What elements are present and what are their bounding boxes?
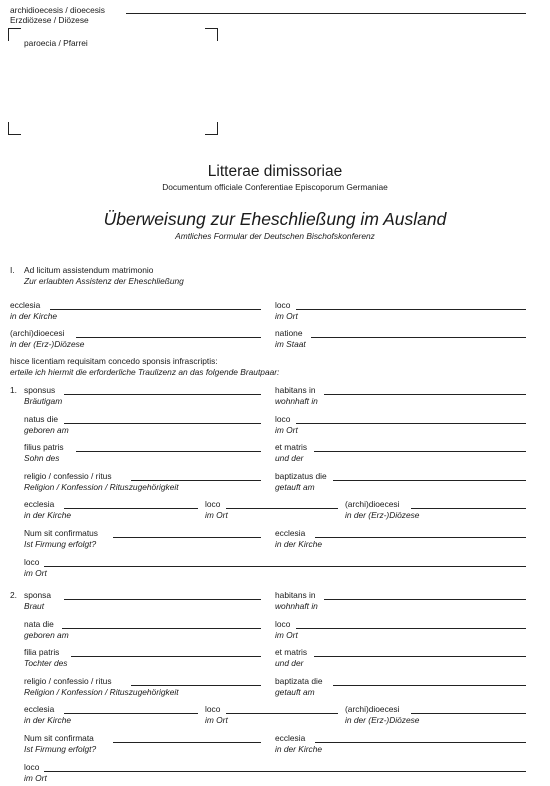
- confirmata-sublabel: Ist Firmung erfolgt?: [24, 744, 97, 754]
- bride-loco2-label: loco: [205, 704, 221, 714]
- groom-religio-sublabel: Religion / Konfession / Rituszugehörigkeit: [24, 482, 179, 492]
- baptizatus-input[interactable]: [333, 480, 526, 481]
- bride-ecclesia-sublabel: in der Kirche: [24, 715, 72, 725]
- dioecesi-label: (archi)dioecesi: [10, 328, 65, 338]
- bride-habitans-sublabel: wohnhaft in: [275, 601, 318, 611]
- corner-top-left: [8, 28, 21, 41]
- bride-matris-input[interactable]: [314, 656, 526, 657]
- baptizata-input[interactable]: [333, 685, 526, 686]
- groom-religio-label: religio / confessio / ritus: [24, 471, 112, 481]
- loco-input[interactable]: [296, 309, 526, 310]
- baptizata-sublabel: getauft am: [275, 687, 315, 697]
- bride-loco3-input[interactable]: [44, 771, 526, 772]
- groom-habitans-label: habitans in: [275, 385, 316, 395]
- filius-label: filius patris: [24, 442, 64, 452]
- groom-loco2-sublabel: im Ort: [205, 510, 228, 520]
- archdiocese-input[interactable]: [126, 13, 526, 14]
- bride-religio-input[interactable]: [131, 685, 261, 686]
- bride-ecclesia2-input[interactable]: [315, 742, 526, 743]
- bride-loco2-input[interactable]: [226, 713, 338, 714]
- groom-dioecesi-sublabel: in der (Erz-)Diözese: [345, 510, 420, 520]
- corner-bottom-left: [8, 122, 21, 135]
- confirmata-label: Num sit confirmata: [24, 733, 94, 743]
- filia-input[interactable]: [71, 656, 261, 657]
- parish-label: paroecia / Pfarrei: [24, 38, 88, 48]
- groom-ecclesia2-input[interactable]: [315, 537, 526, 538]
- section-number: I.: [10, 265, 15, 275]
- natione-label: natione: [275, 328, 303, 338]
- baptizatus-sublabel: getauft am: [275, 482, 315, 492]
- bride-habitans-input[interactable]: [324, 599, 526, 600]
- groom-dioecesi-input[interactable]: [411, 508, 526, 509]
- bride-ecclesia-label: ecclesia: [24, 704, 55, 714]
- title-latin: Litterae dimissoriae: [207, 163, 343, 180]
- loco-label: loco: [275, 300, 291, 310]
- section-heading: Ad licitum assistendum matrimonio: [24, 265, 154, 275]
- sponsa-input[interactable]: [64, 599, 261, 600]
- filius-sublabel: Sohn des: [24, 453, 60, 463]
- bride-ecclesia-input[interactable]: [64, 713, 198, 714]
- filius-input[interactable]: [76, 451, 261, 452]
- bride-religio-label: religio / confessio / ritus: [24, 676, 112, 686]
- ecclesia-input[interactable]: [50, 309, 261, 310]
- dioecesi-input[interactable]: [76, 337, 261, 338]
- bride-loco-input[interactable]: [296, 628, 526, 629]
- bride-matris-label: et matris: [275, 647, 308, 657]
- nata-input[interactable]: [62, 628, 261, 629]
- baptizatus-label: baptizatus die: [275, 471, 327, 481]
- bride-religio-sublabel: Religion / Konfession / Rituszugehörigkeit: [24, 687, 179, 697]
- nata-sublabel: geboren am: [24, 630, 69, 640]
- ecclesia-label: ecclesia: [10, 300, 41, 310]
- subtitle-latin: Documentum officiale Conferentiae Episcoporum Germaniae: [162, 182, 388, 192]
- bride-dioecesi-sublabel: in der (Erz-)Diözese: [345, 715, 420, 725]
- confirmatus-label: Num sit confirmatus: [24, 528, 98, 538]
- groom-matris-label: et matris: [275, 442, 308, 452]
- groom-loco3-label: loco: [24, 557, 40, 567]
- groom-number: 1.: [10, 385, 17, 395]
- bride-ecclesia2-sublabel: in der Kirche: [275, 744, 323, 754]
- loco-sublabel: im Ort: [275, 311, 298, 321]
- natus-input[interactable]: [64, 423, 261, 424]
- groom-habitans-input[interactable]: [324, 394, 526, 395]
- natus-sublabel: geboren am: [24, 425, 69, 435]
- groom-ecclesia-sublabel: in der Kirche: [24, 510, 72, 520]
- bride-loco3-label: loco: [24, 762, 40, 772]
- filia-label: filia patris: [24, 647, 60, 657]
- baptizata-label: baptizata die: [275, 676, 323, 686]
- groom-habitans-sublabel: wohnhaft in: [275, 396, 318, 406]
- groom-matris-input[interactable]: [314, 451, 526, 452]
- natus-label: natus die: [24, 414, 58, 424]
- sponsa-label: sponsa: [24, 590, 52, 600]
- groom-matris-sublabel: und der: [275, 453, 304, 463]
- sponsa-sublabel: Braut: [24, 601, 45, 611]
- confirmatus-input[interactable]: [113, 537, 261, 538]
- groom-loco2-label: loco: [205, 499, 221, 509]
- bride-loco-sublabel: im Ort: [275, 630, 298, 640]
- groom-loco-sublabel: im Ort: [275, 425, 298, 435]
- bride-loco2-sublabel: im Ort: [205, 715, 228, 725]
- groom-ecclesia-input[interactable]: [64, 508, 198, 509]
- bride-loco-label: loco: [275, 619, 291, 629]
- subtitle-german: Amtliches Formular der Deutschen Bischofskonferenz: [175, 231, 375, 241]
- groom-loco-label: loco: [275, 414, 291, 424]
- sponsus-sublabel: Bräutigam: [24, 396, 63, 406]
- filia-sublabel: Tochter des: [24, 658, 68, 668]
- groom-loco-input[interactable]: [296, 423, 526, 424]
- bride-loco3-sublabel: im Ort: [24, 773, 47, 783]
- archdiocese-sublabel: Erzdiözese / Diözese: [10, 15, 89, 25]
- archdiocese-label: archidioecesis / dioecesis: [10, 5, 105, 15]
- bride-dioecesi-label: (archi)dioecesi: [345, 704, 400, 714]
- corner-top-right: [205, 28, 218, 41]
- bride-habitans-label: habitans in: [275, 590, 316, 600]
- groom-loco2-input[interactable]: [226, 508, 338, 509]
- groom-ecclesia2-sublabel: in der Kirche: [275, 539, 323, 549]
- bride-ecclesia2-label: ecclesia: [275, 733, 306, 743]
- groom-religio-input[interactable]: [131, 480, 261, 481]
- sponsus-label: sponsus: [24, 385, 56, 395]
- bride-number: 2.: [10, 590, 17, 600]
- groom-ecclesia-label: ecclesia: [24, 499, 55, 509]
- natione-sublabel: im Staat: [275, 339, 306, 349]
- confirmatus-sublabel: Ist Firmung erfolgt?: [24, 539, 97, 549]
- nata-label: nata die: [24, 619, 54, 629]
- groom-loco3-input[interactable]: [44, 566, 526, 567]
- title-german: Überweisung zur Eheschließung im Ausland: [103, 209, 447, 229]
- groom-dioecesi-label: (archi)dioecesi: [345, 499, 400, 509]
- groom-ecclesia2-label: ecclesia: [275, 528, 306, 538]
- ecclesia-sublabel: in der Kirche: [10, 311, 58, 321]
- dioecesi-sublabel: in der (Erz-)Diözese: [10, 339, 85, 349]
- corner-bottom-right: [205, 122, 218, 135]
- bride-matris-sublabel: und der: [275, 658, 304, 668]
- licence-text-german: erteile ich hiermit die erforderliche Traulizenz an das folgende Brautpaar:: [10, 367, 280, 377]
- confirmata-input[interactable]: [113, 742, 261, 743]
- section-heading-german: Zur erlaubten Assistenz der Eheschließung: [24, 276, 184, 286]
- sponsus-input[interactable]: [64, 394, 261, 395]
- bride-dioecesi-input[interactable]: [411, 713, 526, 714]
- licence-text-latin: hisce licentiam requisitam concedo sponsis infrascriptis:: [10, 356, 218, 366]
- groom-loco3-sublabel: im Ort: [24, 568, 47, 578]
- natione-input[interactable]: [311, 337, 526, 338]
